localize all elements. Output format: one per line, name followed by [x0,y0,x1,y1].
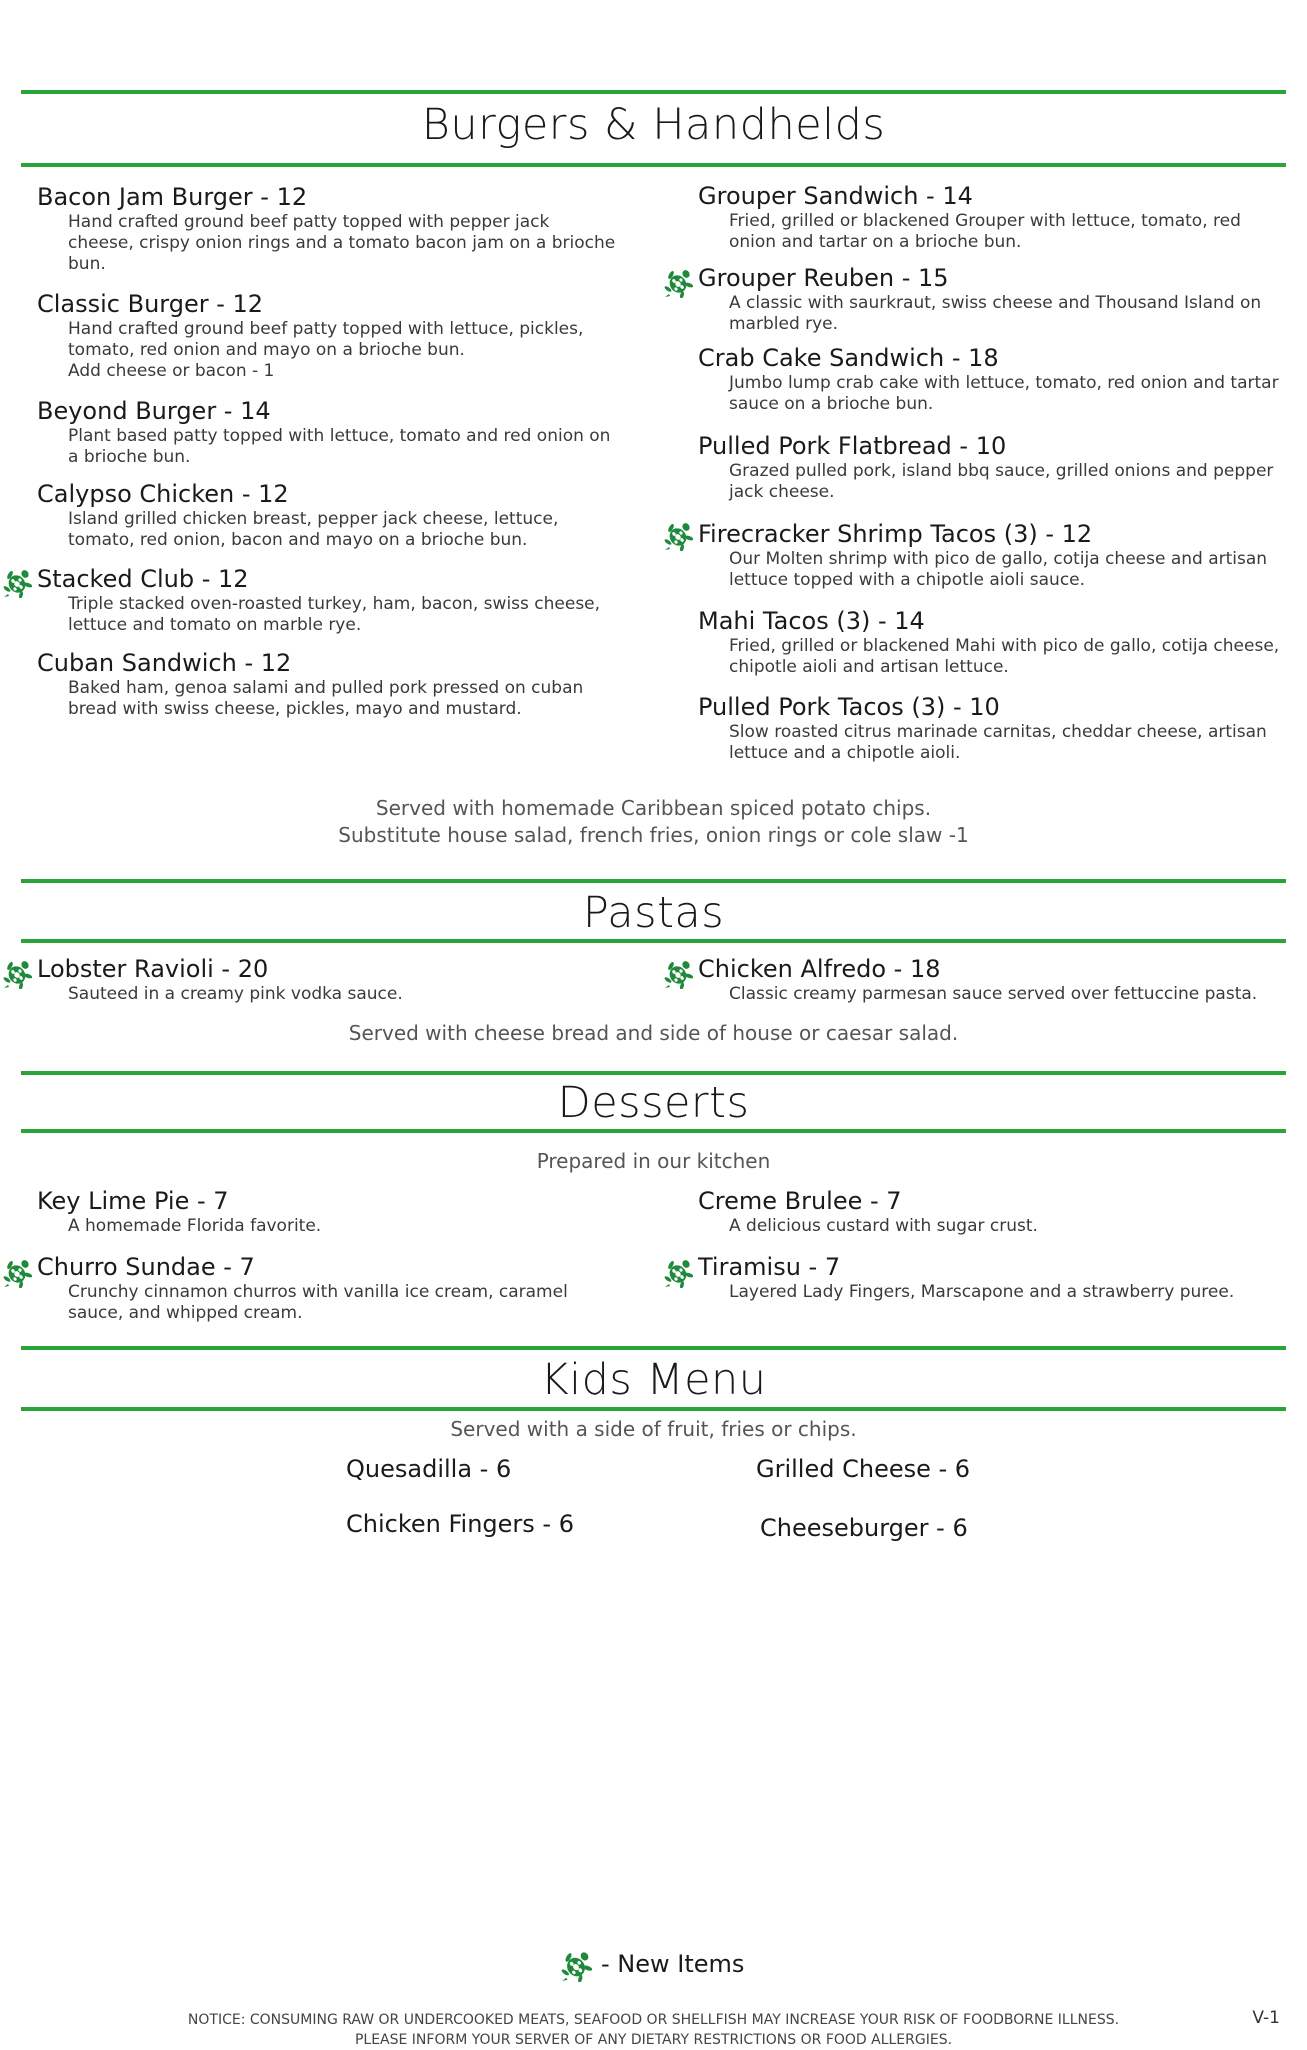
section-divider [21,90,1286,94]
menu-item-mahi-tacos [698,606,1288,678]
item-description: Fried, grilled or blackened Grouper with lettuce, tomato, red onion and tartar on a brioche bun. [729,211,1241,252]
item-description: Layered Lady Fingers, Marscapone and a strawberry puree. [729,1282,1235,1302]
new-item-turtle-icon [663,521,693,551]
section-divider [21,1346,1286,1350]
item-name: Beyond Burger - 14 [37,397,271,425]
menu-item-pulled-pork-tacos [698,692,1288,764]
item-description: Triple stacked oven-roasted turkey, ham, bacon, swiss cheese, lettuce and tomato on marble rye. [68,594,601,635]
desserts-subtitle: Prepared in our kitchen [536,1149,771,1173]
item-description: Hand crafted ground beef patty topped with lettuce, pickles, tomato, red onion and mayo on a brioche bun. [68,319,584,360]
menu-item-creme-brulee [698,1186,1288,1237]
menu-item-cuban-sandwich [37,648,617,720]
section-divider [21,1071,1286,1075]
page-number: V-1 [1252,2008,1280,2028]
desserts-section-title: Desserts [557,1078,750,1128]
new-item-turtle-icon [2,1258,32,1288]
kids-item-cheeseburger: Cheeseburger - 6 [760,1514,968,1542]
item-name: Grouper Reuben - 15 [698,264,949,292]
item-name: Pulled Pork Tacos (3) - 10 [698,693,1000,721]
item-description: Sauteed in a creamy pink vodka sauce. [68,984,403,1004]
item-name: Bacon Jam Burger - 12 [37,183,308,211]
menu-item-lobster-ravioli [37,954,617,1005]
item-description: A classic with saurkraut, swiss cheese and Thousand Island on marbled rye. [729,293,1262,334]
kids-section-title: Kids Menu [540,1355,767,1405]
section-divider [21,879,1286,883]
new-item-turtle-icon [663,268,693,298]
item-description: Plant based patty topped with lettuce, tomato and red onion on a brioche bun. [68,426,611,467]
health-notice-line-2: PLEASE INFORM YOUR SERVER OF ANY DIETARY RESTRICTIONS OR FOOD ALLERGIES. [354,2032,953,2048]
section-divider [21,1407,1286,1411]
pastas-section-title: Pastas [582,888,725,938]
menu-item-stacked-club [37,564,617,636]
item-name: Tiramisu - 7 [698,1253,841,1281]
new-item-turtle-icon [2,959,32,989]
item-name: Firecracker Shrimp Tacos (3) - 12 [698,520,1093,548]
item-name: Key Lime Pie - 7 [37,1187,229,1215]
item-description: A delicious custard with sugar crust. [729,1216,1038,1236]
item-name: Stacked Club - 12 [37,565,249,593]
kids-item-quesadilla: Quesadilla - 6 [346,1455,512,1483]
section-divider [21,939,1286,943]
item-description: Hand crafted ground beef patty topped with pepper jack cheese, crispy onion rings and a tomato bacon jam on a brioche bun. [68,212,616,274]
kids-item-grilled-cheese: Grilled Cheese - 6 [756,1455,971,1483]
menu-item-grouper-sandwich [698,181,1288,253]
menu-item-crab-cake-sandwich [698,343,1288,415]
legend-turtle-icon [560,1950,592,1982]
item-description: Baked ham, genoa salami and pulled pork pressed on cuban bread with swiss cheese, pickles, mayo and mustard. [68,678,584,719]
new-items-legend: - New Items [601,1950,745,1978]
menu-item-firecracker-shrimp-tacos [698,519,1288,591]
item-name: Churro Sundae - 7 [37,1253,255,1281]
menu-item-pulled-pork-flatbread [698,431,1288,503]
item-name: Cuban Sandwich - 12 [37,649,292,677]
burgers-substitute-note: Substitute house salad, french fries, onion rings or cole slaw -1 [338,823,969,847]
item-description: A homemade Florida favorite. [68,1216,322,1236]
burgers-section-title: Burgers & Handhelds [421,100,886,150]
item-description: Grazed pulled pork, island bbq sauce, grilled onions and pepper jack cheese. [729,461,1274,502]
menu-item-beyond-burger [37,396,617,468]
item-name: Lobster Ravioli - 20 [37,955,269,983]
item-name: Classic Burger - 12 [37,290,264,318]
item-name: Chicken Alfredo - 18 [698,955,941,983]
item-description: Jumbo lump crab cake with lettuce, tomato, red onion and tartar sauce on a brioche bun. [729,373,1279,414]
kids-item-chicken-fingers: Chicken Fingers - 6 [346,1510,574,1538]
menu-item-tiramisu [698,1252,1288,1303]
menu-item-bacon-jam-burger [37,182,617,275]
health-notice-line-1: NOTICE: CONSUMING RAW OR UNDERCOOKED MEATS, SEAFOOD OR SHELLFISH MAY INCREASE YOUR RISK OF FOODBORNE ILLNESS. [187,2012,1120,2028]
item-name: Calypso Chicken - 12 [37,480,289,508]
item-name: Mahi Tacos (3) - 14 [698,607,925,635]
item-description: Our Molten shrimp with pico de gallo, cotija cheese and artisan lettuce topped with a chipotle aioli sauce. [729,549,1268,590]
item-name: Grouper Sandwich - 14 [698,182,973,210]
burgers-side-note: Served with homemade Caribbean spiced potato chips. [375,796,932,820]
item-name: Crab Cake Sandwich - 18 [698,344,999,372]
new-item-turtle-icon [663,959,693,989]
section-divider [21,163,1286,167]
item-description: Island grilled chicken breast, pepper jack cheese, lettuce, tomato, red onion, bacon and mayo on a brioche bun. [68,509,559,550]
item-description: Slow roasted citrus marinade carnitas, cheddar cheese, artisan lettuce and a chipotle aioli. [729,722,1267,763]
menu-item-grouper-reuben [698,263,1288,335]
item-addon: Add cheese or bacon - 1 [68,361,275,381]
menu-item-calypso-chicken [37,479,617,551]
menu-item-classic-burger [37,289,617,382]
item-description: Crunchy cinnamon churros with vanilla ice cream, caramel sauce, and whipped cream. [68,1282,568,1323]
item-description: Classic creamy parmesan sauce served over fettuccine pasta. [729,984,1258,1004]
section-divider [21,1129,1286,1133]
item-name: Creme Brulee - 7 [698,1187,902,1215]
pastas-side-note: Served with cheese bread and side of house or caesar salad. [348,1021,959,1045]
menu-item-chicken-alfredo [698,954,1288,1005]
item-description: Fried, grilled or blackened Mahi with pico de gallo, cotija cheese, chipotle aioli and artisan lettuce. [729,636,1280,677]
menu-item-churro-sundae [37,1252,617,1324]
new-item-turtle-icon [663,1258,693,1288]
menu-item-key-lime-pie [37,1186,617,1237]
new-item-turtle-icon [2,568,32,598]
item-name: Pulled Pork Flatbread - 10 [698,432,1007,460]
kids-subtitle: Served with a side of fruit, fries or chips. [450,1417,857,1441]
